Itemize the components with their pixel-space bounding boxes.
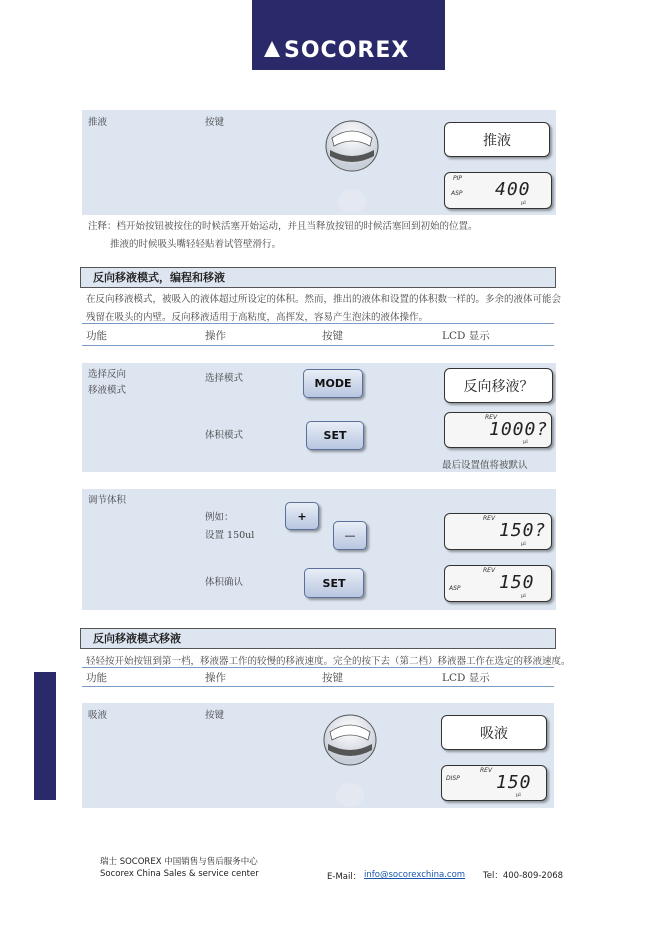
socorex-logo	[252, 0, 445, 70]
lcd-mode2-label: DISP	[446, 775, 460, 782]
lcd-text-dispense: 推液	[444, 122, 550, 157]
header-function: 功能	[86, 330, 107, 342]
lcd-mode2-label: ASP	[449, 585, 461, 592]
header-operation: 操作	[205, 330, 226, 342]
lcd-value: 150	[496, 772, 532, 793]
dispense-key-label: 按键	[205, 117, 225, 128]
footer-email-link[interactable]: info@socorexchina.com	[364, 870, 466, 880]
lcd-unit: µl	[521, 541, 526, 547]
lcd-display-rev-150	[444, 565, 552, 602]
lcd-unit: µl	[523, 439, 528, 445]
lcd-value: 1000?	[489, 419, 549, 440]
example-label: 例如：	[205, 512, 234, 523]
section2-desc: 轻轻按开始按钮到第一档，移液器工作的较慢的移液速度。完全的按下去（第二档）移液器工作在选定的移液速度。	[86, 656, 571, 667]
volume-mode-op: 体积模式	[205, 430, 244, 441]
minus-button[interactable]: —	[333, 521, 367, 550]
side-band-gap	[0, 672, 34, 800]
set-button[interactable]: SET	[304, 568, 364, 598]
lcd-text-reverse: 反向移液？	[444, 368, 553, 403]
divider	[82, 686, 554, 687]
header-key: 按键	[322, 330, 343, 342]
mode-button[interactable]: MODE	[303, 369, 363, 398]
footer-tel: Tel：400-809-2068	[483, 871, 564, 881]
adjust-volume-func: 调节体积	[88, 495, 127, 506]
lcd-value: 150?	[499, 520, 547, 541]
select-mode-func-2: 移液模式	[88, 385, 127, 396]
section1-desc-2: 残留在吸头的内壁。反向移液适用于高粘度，高挥发，容易产生泡沫的液体操作。	[86, 312, 429, 323]
section1-desc-1: 在反向移液模式，被吸入的液体超过所设定的体积。然而，推出的液体和设置的体积数一样的。多余的液体可能会	[86, 294, 562, 305]
lcd-display-rev-150q	[444, 513, 552, 550]
lcd-display-dispense	[444, 172, 552, 209]
plus-button[interactable]: +	[285, 502, 319, 530]
lcd-unit: µl	[521, 593, 526, 599]
lcd-display-aspirate	[441, 765, 547, 801]
pipette-button-icon	[320, 710, 380, 810]
side-brand-text: SOCOREX ISBA S.A.	[34, 678, 48, 800]
volume-confirm-op: 体积确认	[205, 577, 244, 588]
lcd-mode-label: REV	[483, 567, 496, 574]
section-title-reverse-pipetting: 反向移液模式移液	[80, 628, 556, 649]
footer-line-1: 瑞士 SOCOREX 中国销售与售后服务中心	[100, 857, 258, 867]
divider	[82, 667, 554, 668]
header-lcd: LCD 显示	[442, 330, 490, 342]
lcd-unit: µl	[516, 792, 521, 798]
lcd-unit: µl	[521, 200, 526, 206]
select-mode-func-1: 选择反向	[88, 369, 127, 380]
example-value: 设置 150ul	[205, 530, 255, 541]
note-line-2: 推液的时候吸头嘴轻轻贴着试管壁滑行。	[110, 239, 282, 250]
header-key: 按键	[322, 672, 343, 684]
default-caption: 最后设置值将被默认	[442, 460, 528, 471]
divider	[82, 345, 554, 346]
lcd-mode-label: REV	[480, 767, 493, 774]
set-button[interactable]: SET	[306, 421, 364, 450]
lcd-mode-label: REV	[483, 515, 496, 522]
logo-triangle-icon	[264, 41, 280, 57]
lcd-value: 150	[499, 572, 535, 593]
header-operation: 操作	[205, 672, 226, 684]
lcd-display-rev-1000	[444, 412, 552, 448]
aspirate-key-label: 按键	[205, 710, 225, 721]
header-lcd: LCD 显示	[442, 672, 490, 684]
lcd-mode2-label: ASP	[451, 190, 463, 197]
lcd-mode-label: PIP	[453, 175, 463, 182]
lcd-text-aspirate: 吸液	[441, 715, 547, 750]
header-function: 功能	[86, 672, 107, 684]
lcd-mode-label: REV	[485, 414, 498, 421]
dispense-function: 推液	[88, 117, 108, 128]
aspirate-function: 吸液	[88, 710, 108, 721]
pipette-button-icon	[322, 116, 382, 216]
footer-email-label: E-Mail：	[327, 872, 362, 882]
select-mode-op: 选择模式	[205, 373, 244, 384]
footer-line-2: Socorex China Sales & service center	[100, 869, 259, 879]
note-line-1: 注释：档开始按钮被按住的时候活塞开始运动，并且当释放按钮的时候活塞回到初始的位置。	[88, 221, 478, 232]
logo-text: SOCOREX	[284, 38, 410, 63]
section-title-reverse-mode: 反向移液模式，编程和移液	[80, 267, 556, 288]
divider	[82, 323, 554, 324]
lcd-value: 400	[495, 179, 531, 200]
